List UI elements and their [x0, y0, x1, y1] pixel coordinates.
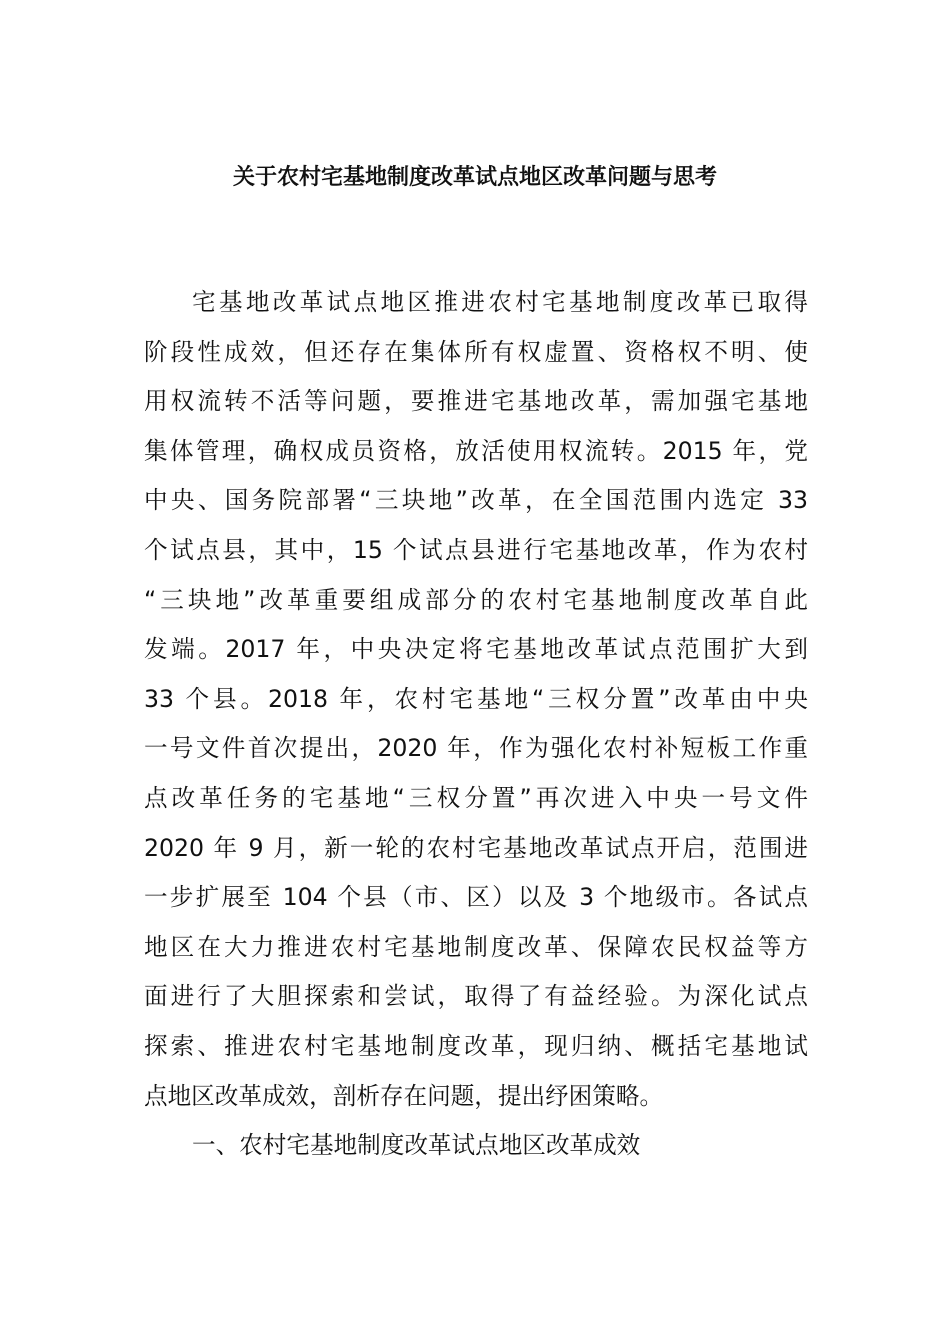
paragraph-line: 一步扩展至 104 个县（市、区）以及 3 个地级市。各试点 [144, 883, 808, 912]
paragraph-line: 中央、国务院部署“三块地”改革，在全国范围内选定 33 [144, 486, 808, 515]
paragraph-line: 2020 年 9 月，新一轮的农村宅基地改革试点开启，范围进 [144, 833, 808, 862]
paragraph-line: 阶段性成效，但还存在集体所有权虚置、资格权不明、使 [144, 337, 808, 366]
paragraph-line: 宅基地改革试点地区推进农村宅基地制度改革已取得 [192, 288, 808, 316]
paragraph-line: 一号文件首次提出，2020 年，作为强化农村补短板工作重 [144, 734, 808, 763]
paragraph-line: 地区在大力推进农村宅基地制度改革、保障农民权益等方 [144, 932, 808, 961]
paragraph-line: 点改革任务的宅基地“三权分置”再次进入中央一号文件 [144, 783, 808, 812]
paragraph-line: 33 个县。2018 年，农村宅基地“三权分置”改革由中央 [144, 684, 808, 713]
paragraph-line: 个试点县，其中，15 个试点县进行宅基地改革，作为农村 [144, 535, 808, 564]
paragraph-line: 用权流转不活等问题，要推进宅基地改革，需加强宅基地 [144, 387, 808, 416]
section-heading: 一、农村宅基地制度改革试点地区改革成效 [192, 1131, 641, 1160]
document-body [144, 278, 808, 1171]
paragraph-line: 探索、推进农村宅基地制度改革，现归纳、概括宅基地试 [144, 1031, 808, 1060]
document-title: 关于农村宅基地制度改革试点地区改革问题与思考 [232, 165, 717, 190]
paragraph-line: 集体管理，确权成员资格，放活使用权流转。2015 年，党 [144, 436, 808, 465]
paragraph-line: 面进行了大胆探索和尝试，取得了有益经验。为深化试点 [144, 982, 808, 1011]
paragraph-line: 发端。2017 年，中央决定将宅基地改革试点范围扩大到 [144, 635, 808, 664]
paragraph [144, 278, 808, 1121]
paragraph-line: 点地区改革成效，剖析存在问题，提出纾困策略。 [144, 1081, 664, 1110]
paragraph-line: “三块地”改革重要组成部分的农村宅基地制度改革自此 [144, 585, 808, 614]
